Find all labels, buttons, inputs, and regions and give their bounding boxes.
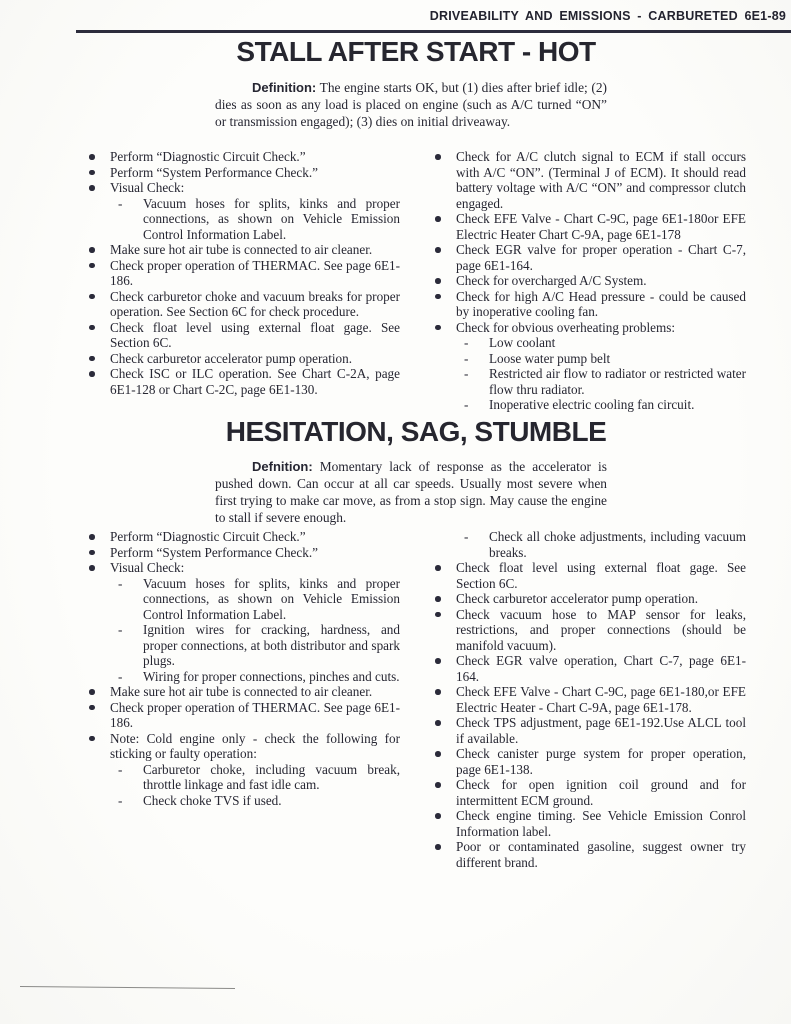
list-item	[87, 196, 400, 243]
list-item-text: Check carburetor accelerator pump operation.	[456, 591, 699, 606]
list-item	[433, 242, 746, 273]
definition-paragraph	[215, 79, 607, 130]
section-title-hesitation-sag-stumble: HESITATION, SAG, STUMBLE	[225, 416, 607, 447]
list-item-text: Check ISC or ILC operation. See Chart C-2A, page 6E1-128 or Chart C-2C, page 6E1-130.	[110, 366, 400, 397]
bullet-marker	[89, 689, 95, 695]
list-item	[433, 839, 746, 870]
list-item-text: Inoperative electric cooling fan circuit.	[489, 397, 695, 412]
bullet-marker	[89, 154, 95, 160]
list-item	[87, 560, 400, 576]
dash-marker: -	[464, 529, 469, 544]
list-item	[433, 746, 746, 777]
list-item	[87, 762, 400, 793]
list-item	[433, 366, 746, 397]
list-item-text: Check TPS adjustment, page 6E1-192.Use ALCL tool if available.	[456, 715, 746, 746]
list-item	[87, 366, 400, 397]
definition-text: Momentary lack of response as the accelerator is pushed down. Can occur at all car speeds. Usually most severe when first trying to make car move, as from a stop sign. May cause the engine to stall if severe enough.	[215, 459, 607, 525]
list-item	[433, 211, 746, 242]
list-item-text: Check for overcharged A/C System.	[456, 273, 647, 288]
list-item-text: Perform “Diagnostic Circuit Check.”	[110, 149, 306, 164]
definition-label: Defnition:	[252, 459, 313, 474]
dash-marker: -	[464, 366, 469, 381]
dash-marker: -	[118, 792, 123, 808]
list-item-text: Perform “System Performance Check.”	[110, 544, 318, 560]
list-item-text: Check for A/C clutch signal to ECM if stall occurs with A/C “ON”. (Terminal J of ECM). It should read battery voltage with A/C “ON” and compressor clutch engaged.	[456, 149, 746, 211]
list-item	[87, 545, 400, 561]
dash-marker: -	[118, 668, 123, 684]
list-item	[433, 273, 746, 289]
list-item-text: Vacuum hoses for splits, kinks and proper connections, as shown on Vehicle Emission Control Information Label.	[143, 575, 400, 622]
bullet-marker	[89, 565, 95, 571]
section1-left-column	[87, 149, 400, 397]
bullet-marker	[89, 534, 95, 540]
bullet-marker	[435, 689, 441, 695]
list-item	[87, 622, 400, 669]
bullet-marker	[435, 154, 441, 160]
section1-right-column	[433, 149, 746, 413]
list-item	[433, 808, 746, 839]
list-item-text: Check engine timing. See Vehicle Emission Conrol Information label.	[456, 808, 746, 839]
list-item-text: Check float level using external float gage. See Section 6C.	[456, 560, 746, 591]
list-item	[433, 351, 746, 367]
list-item-text: Check canister purge system for proper operation, page 6E1-138.	[456, 746, 746, 777]
list-item	[433, 591, 746, 607]
list-item	[87, 576, 400, 623]
list-item-text: Poor or contaminated gasoline, suggest owner try different brand.	[456, 839, 746, 870]
list-item-text: Visual Check:	[110, 560, 185, 575]
list-item-text: Check choke TVS if used.	[143, 792, 282, 808]
definition-text: The engine starts OK, but (1) dies after brief idle; (2) dies as soon as any load is placed on engine (such as A/C turned “ON” or transmission engaged); (3) dies on initial driveaway.	[215, 80, 608, 129]
list-item-text: Check vacuum hose to MAP sensor for leaks, restrictions, and proper connections (should be manifold vacuum).	[456, 606, 746, 653]
list-item	[87, 149, 400, 165]
list-item	[433, 335, 746, 351]
list-item	[433, 289, 746, 320]
list-item-text: Check proper operation of THERMAC. See page 6E1-186.	[110, 257, 400, 288]
list-item	[87, 351, 400, 367]
list-item	[87, 258, 400, 289]
list-item-text: Check for high A/C Head pressure - could be caused by inoperative cooling fan.	[456, 288, 746, 319]
dash-marker: -	[118, 622, 123, 637]
list-item	[87, 242, 400, 258]
section2-right-column	[433, 529, 746, 870]
list-item-text: Make sure hot air tube is connected to air cleaner.	[110, 242, 373, 257]
list-item-text: Check EGR valve operation, Chart C-7, page 6E1-164.	[456, 653, 746, 684]
bullet-marker	[89, 705, 95, 711]
list-item	[433, 607, 746, 654]
list-item	[433, 715, 746, 746]
list-item-text: Make sure hot air tube is connected to air cleaner.	[110, 684, 373, 699]
list-item-text: Check EFE Valve - Chart C-9C, page 6E1-180or EFE Electric Heater Chart C-9A, page 6E1-178	[456, 211, 746, 242]
list-item	[87, 700, 400, 731]
list-item-text: Check for open ignition coil ground and for intermittent ECM ground.	[456, 777, 746, 808]
list-item-text: Check EGR valve for proper operation - Chart C-7, page 6E1-164.	[456, 242, 746, 273]
list-item	[433, 653, 746, 684]
list-item	[87, 793, 400, 809]
list-item-text: Check float level using external float gage. See Section 6C.	[110, 319, 400, 350]
bullet-marker	[89, 294, 95, 300]
list-item	[433, 320, 746, 336]
list-item	[87, 731, 400, 762]
list-item	[87, 684, 400, 700]
list-item-text: Visual Check:	[110, 180, 185, 195]
list-item-text: Restricted air flow to radiator or restricted water flow thru radiator.	[489, 366, 746, 397]
bullet-marker	[435, 751, 441, 757]
bullet-marker	[89, 356, 95, 362]
list-item-text: Check proper operation of THERMAC. See page 6E1-186.	[110, 699, 400, 730]
list-item-text: Check for obvious overheating problems:	[456, 319, 676, 335]
bullet-marker	[89, 185, 95, 191]
bullet-marker	[435, 216, 441, 222]
dash-marker: -	[464, 350, 469, 366]
list-item	[433, 529, 746, 560]
list-item-text: Check carburetor accelerator pump operation.	[110, 350, 353, 366]
list-item-text: Perform “System Performance Check.”	[110, 164, 318, 180]
list-item	[87, 165, 400, 181]
bullet-marker	[89, 247, 95, 253]
list-item-text: Perform “Diagnostic Circuit Check.”	[110, 529, 306, 544]
dash-marker: -	[464, 335, 469, 350]
dash-marker: -	[118, 761, 123, 777]
bullet-marker	[89, 325, 95, 331]
list-item	[87, 180, 400, 196]
section-title-stall-after-start-hot: STALL AFTER START - HOT	[236, 36, 596, 67]
bullet-marker	[435, 294, 441, 300]
dash-marker: -	[464, 397, 469, 412]
bullet-marker	[435, 813, 441, 819]
header-rule	[76, 30, 791, 33]
bullet-marker	[435, 612, 441, 618]
bullet-marker	[435, 596, 441, 602]
list-item-text: Vacuum hoses for splits, kinks and proper connections, as shown on Vehicle Emission Control Information Label.	[143, 195, 400, 242]
definition-paragraph	[215, 458, 607, 526]
list-item	[433, 777, 746, 808]
bullet-marker	[89, 371, 95, 377]
section2-left-column	[87, 529, 400, 808]
bullet-marker	[89, 550, 95, 556]
bullet-marker	[435, 325, 441, 331]
list-item	[433, 560, 746, 591]
bullet-marker	[435, 720, 441, 726]
bullet-marker	[89, 263, 95, 269]
bullet-marker	[435, 782, 441, 788]
list-item	[87, 529, 400, 545]
page-header: DRIVEABILITY AND EMISSIONS - CARBURETED 6E1-89	[429, 9, 786, 23]
list-item	[87, 289, 400, 320]
bullet-marker	[435, 247, 441, 253]
bullet-marker	[435, 278, 441, 284]
bullet-marker	[435, 844, 441, 850]
list-item	[433, 397, 746, 413]
scan-artifact-line	[20, 986, 235, 989]
bullet-marker	[435, 658, 441, 664]
list-item	[87, 320, 400, 351]
list-item	[433, 684, 746, 715]
bullet-marker	[435, 565, 441, 571]
list-item-text: Ignition wires for cracking, hardness, and proper connections, at both distributor and spark plugs.	[143, 622, 400, 668]
definition-label: Definition:	[252, 80, 317, 95]
list-item-text: Check EFE Valve - Chart C-9C, page 6E1-180,or EFE Electric Heater - Chart C-9A, page 6E1-178.	[456, 684, 746, 715]
dash-marker: -	[118, 195, 123, 211]
list-item-text: Carburetor choke, including vacuum break, throttle linkage and fast idle cam.	[143, 761, 400, 792]
list-item-text: Wiring for proper connections, pinches and cuts.	[143, 668, 400, 684]
bullet-marker	[89, 736, 95, 742]
list-item-text: Check carburetor choke and vacuum breaks for proper operation. See Section 6C for check procedure.	[110, 288, 400, 319]
list-item-text: Low coolant	[489, 335, 556, 350]
list-item-text: Check all choke adjustments, including vacuum breaks.	[489, 529, 746, 560]
list-item	[87, 669, 400, 685]
bullet-marker	[89, 170, 95, 176]
list-item	[433, 149, 746, 211]
list-item-text: Loose water pump belt	[489, 350, 611, 366]
dash-marker: -	[118, 575, 123, 591]
list-item-text: Note: Cold engine only - check the following for sticking or faulty operation:	[110, 730, 400, 761]
